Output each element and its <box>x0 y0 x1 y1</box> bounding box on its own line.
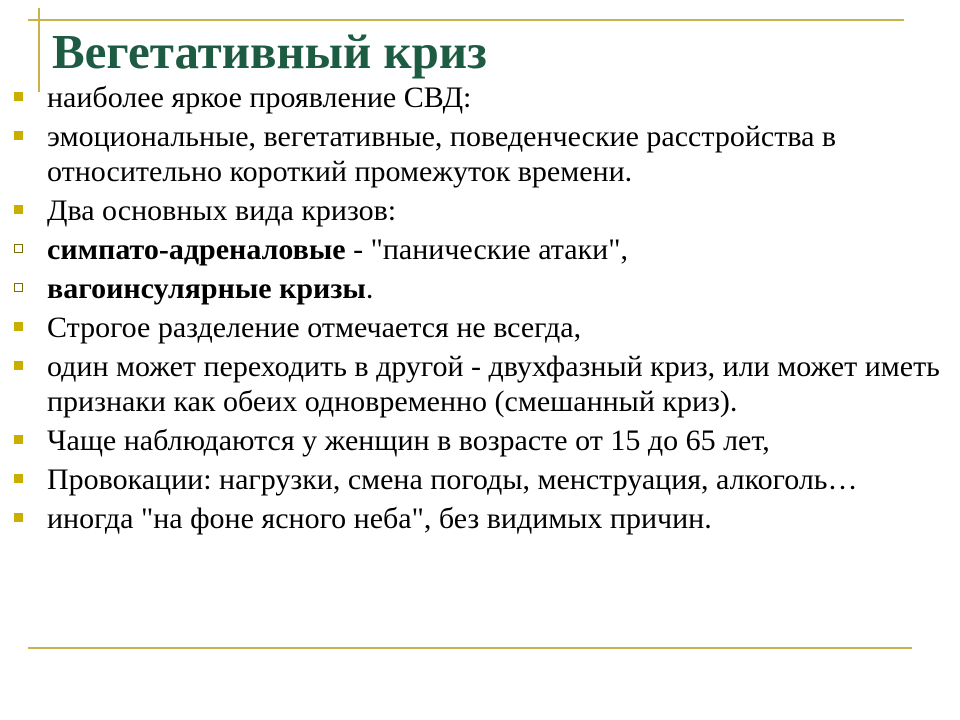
bullet-text: один может переходить в другой - двухфазный криз, или может иметь признаки как обеих одновременно (смешанный криз). <box>47 350 940 418</box>
bullet-item <box>0 349 960 419</box>
bullet-text: наиболее яркое проявление СВД: <box>47 81 472 114</box>
bullet-item <box>0 501 960 536</box>
hollow-square-bullet-icon <box>14 244 23 253</box>
bullet-text: Чаще наблюдаются у женщин в возрасте от 15 до 65 лет, <box>47 424 770 457</box>
bullet-item <box>0 193 960 228</box>
bullet-text: эмоциональные, вегетативные, поведенческие расстройства в относительно короткий промежуток времени. <box>47 120 837 188</box>
bullet-item <box>0 271 960 306</box>
bullet-item <box>0 80 960 115</box>
filled-square-bullet-icon <box>14 361 23 370</box>
filled-square-bullet-icon <box>14 92 23 101</box>
bullet-text: . <box>365 272 374 305</box>
slide-title: Вегетативный криз <box>52 24 487 79</box>
filled-square-bullet-icon <box>14 205 23 214</box>
frame-bottom-rule <box>28 647 912 649</box>
bullet-text: Два основных вида кризов: <box>47 194 397 227</box>
hollow-square-bullet-icon <box>14 283 23 292</box>
bullet-text: Провокации: нагрузки, смена погоды, менструация, алкоголь… <box>47 463 858 496</box>
bullet-text: иногда "на фоне ясного неба", без видимых причин. <box>47 502 712 535</box>
bullet-item <box>0 462 960 497</box>
filled-square-bullet-icon <box>14 131 23 140</box>
bullet-text: Строгое разделение отмечается не всегда, <box>47 311 582 344</box>
bullet-item <box>0 423 960 458</box>
bullet-item <box>0 310 960 345</box>
bullet-text: - "панические атаки", <box>345 233 628 266</box>
filled-square-bullet-icon <box>14 513 23 522</box>
bullet-bold-term: симпато-адреналовые <box>47 233 346 266</box>
bullet-item <box>0 232 960 267</box>
filled-square-bullet-icon <box>14 435 23 444</box>
bullet-list <box>0 80 960 540</box>
filled-square-bullet-icon <box>14 322 23 331</box>
filled-square-bullet-icon <box>14 474 23 483</box>
frame-top-rule <box>28 19 904 21</box>
bullet-bold-term: вагоинсулярные кризы <box>47 272 366 305</box>
bullet-item <box>0 119 960 189</box>
